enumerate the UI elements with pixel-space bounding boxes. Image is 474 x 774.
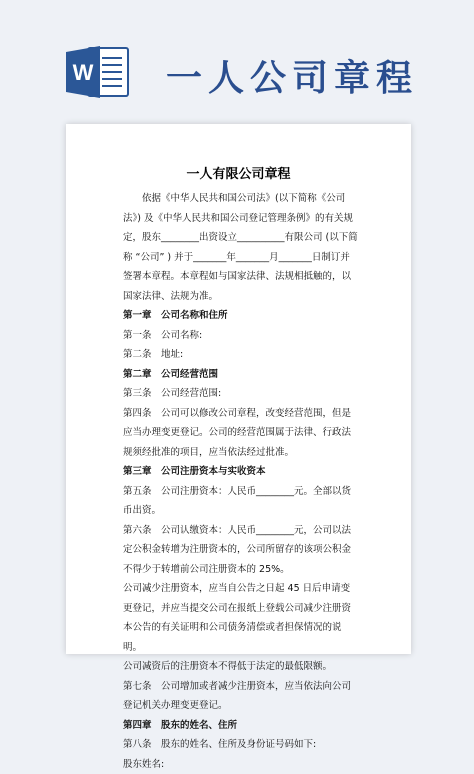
chapter-heading: 第四章 股东的姓名、住所 [123,716,358,736]
chapter-heading: 第三章 公司注册资本与实收资本 [123,462,358,482]
article: 第三条 公司经营范围: [123,384,358,404]
article: 第八条 股东的姓名、住所及身份证号码如下: [123,735,358,755]
word-document-icon [66,44,130,100]
article: 第二条 地址: [123,345,358,365]
paragraph: 公司减资后的注册资本不得低于法定的最低限额。 [123,657,358,677]
paragraph-preamble: 依据《中华人民共和国公司法》(以下简称《公司法》) 及《中华人民共和国公司登记管理条例》的有关规定，股东________出资设立__________有限公司 (以下简称 “公司” ) 并于_______年_______月_______日制订并签署本章程。本章程如与国家法律、法规相抵触的，以国家法律、法规为准。 [123,189,358,306]
header-banner [0,0,474,112]
paragraph: 公司减少注册资本，应当自公告之日起 45 日后申请变更登记，并应当提交公司在报纸上登载公司减少注册资本公告的有关证明和公司债务清偿或者担保情况的说明。 [123,579,358,657]
document-title: 一人有限公司章程 [66,163,411,182]
article: 第一条 公司名称: [123,326,358,346]
document-page [66,124,411,654]
article: 第六条 公司认缴资本：人民币________元，公司以法定公积金转增为注册资本的，公司所留存的该项公积金不得少于转增前公司注册资本的 25%。 [123,521,358,580]
document-body [123,189,358,774]
chapter-heading: 第二章 公司经营范围 [123,365,358,385]
article: 第四条 公司可以修改公司章程，改变经营范围，但是应当办理变更登记。公司的经营范围属于法律、行政法规须经批准的项目，应当依法经过批准。 [123,404,358,463]
article: 第七条 公司增加或者减少注册资本，应当依法向公司登记机关办理变更登记。 [123,677,358,716]
svg-text:W: W [73,60,94,85]
chapter-heading: 第一章 公司名称和住所 [123,306,358,326]
paragraph: 股东姓名: [123,755,358,774]
article: 第五条 公司注册资本：人民币________元。全部以货币出资。 [123,482,358,521]
page-title: 一人公司章程 [166,50,418,101]
